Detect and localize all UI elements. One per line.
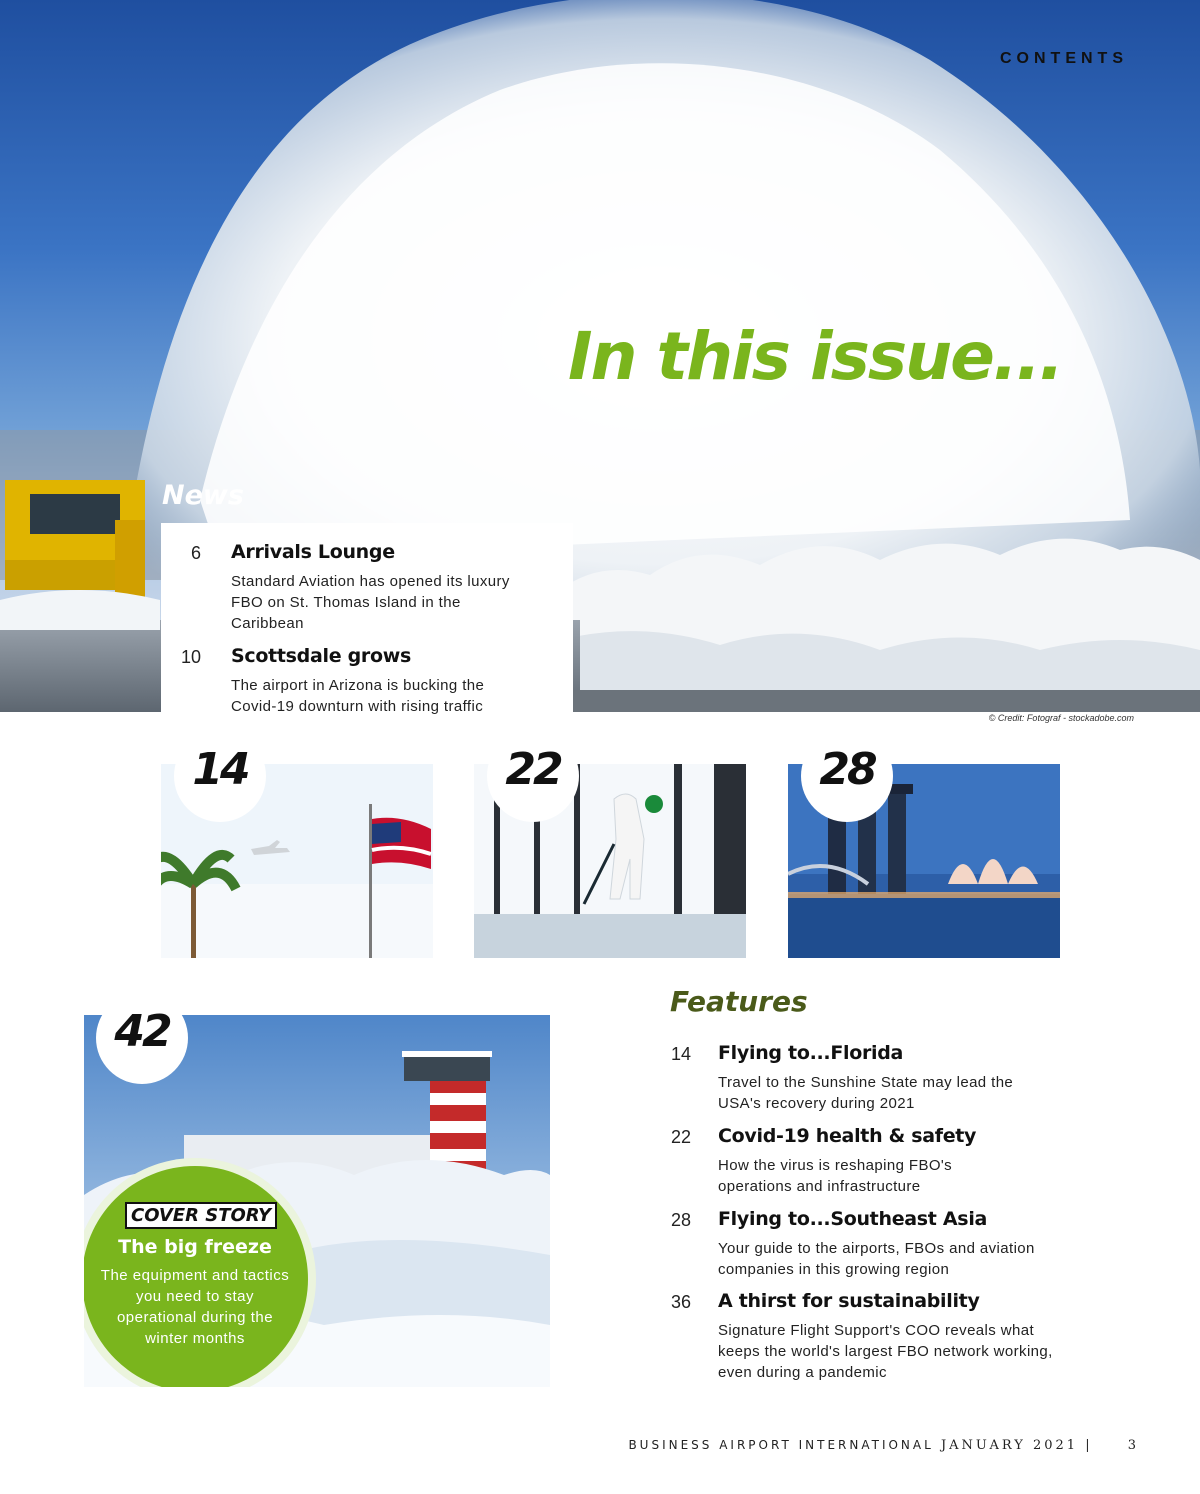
feature-item-description: Signature Flight Support's COO reveals what keeps the world's largest FBO network working, even during a pandemic — [718, 1322, 1053, 1381]
feature-item-title: A thirst for sustainability — [718, 1290, 980, 1312]
news-item-title: Arrivals Lounge — [231, 541, 395, 563]
features-heading: Features — [670, 985, 808, 1018]
thumbnail-page-badge: 22 — [487, 730, 579, 822]
feature-item-description: Your guide to the airports, FBOs and aviation companies in this growing region — [718, 1240, 1035, 1278]
feature-item-page: 36 — [670, 1292, 691, 1312]
cover-story-tag: COVER STORY — [125, 1202, 277, 1229]
news-item[interactable] — [161, 645, 561, 715]
news-item-page: 10 — [180, 647, 201, 667]
page-number: 3 — [1127, 1438, 1136, 1453]
cover-page-badge: 42 — [96, 992, 188, 1084]
publication-name: BUSINESS AIRPORT INTERNATIONAL — [628, 1438, 934, 1452]
feature-item[interactable] — [651, 1208, 1071, 1278]
photo-credit: © Credit: Fotograf - stockadobe.com — [988, 713, 1134, 723]
news-heading: News — [162, 480, 244, 511]
page-headline: In this issue... — [568, 318, 1063, 395]
news-item[interactable] — [161, 541, 561, 641]
feature-item-page: 14 — [670, 1044, 691, 1064]
news-item-description: Standard Aviation has opened its luxury FBO on St. Thomas Island in the Caribbean — [231, 573, 510, 632]
feature-item-title: Covid-19 health & safety — [718, 1125, 977, 1147]
feature-item-title: Flying to...Southeast Asia — [718, 1208, 988, 1230]
issue-date: JANUARY 2021 | — [940, 1438, 1093, 1453]
feature-item[interactable] — [651, 1042, 1071, 1112]
cover-story-description: The equipment and tactics you need to stay operational during the winter months — [100, 1267, 290, 1347]
feature-item-page: 28 — [670, 1210, 691, 1230]
section-label: CONTENTS — [1000, 50, 1128, 67]
news-panel — [161, 523, 573, 715]
cover-story-title: The big freeze — [118, 1236, 272, 1258]
feature-item-title: Flying to...Florida — [718, 1042, 904, 1064]
feature-item-page: 22 — [670, 1127, 691, 1147]
feature-item-description: How the virus is reshaping FBO's operations and infrastructure — [718, 1157, 953, 1195]
feature-item[interactable] — [651, 1290, 1071, 1380]
news-item-description: The airport in Arizona is bucking the Covid-19 downturn with rising traffic — [231, 677, 485, 715]
page-footer — [628, 1438, 1136, 1453]
thumbnail-page-badge: 28 — [801, 730, 893, 822]
feature-item[interactable] — [651, 1125, 1071, 1195]
news-item-page: 6 — [190, 543, 201, 563]
news-item-title: Scottsdale grows — [231, 645, 411, 667]
thumbnail-page-badge: 14 — [174, 730, 266, 822]
feature-item-description: Travel to the Sunshine State may lead the USA's recovery during 2021 — [718, 1074, 1014, 1112]
